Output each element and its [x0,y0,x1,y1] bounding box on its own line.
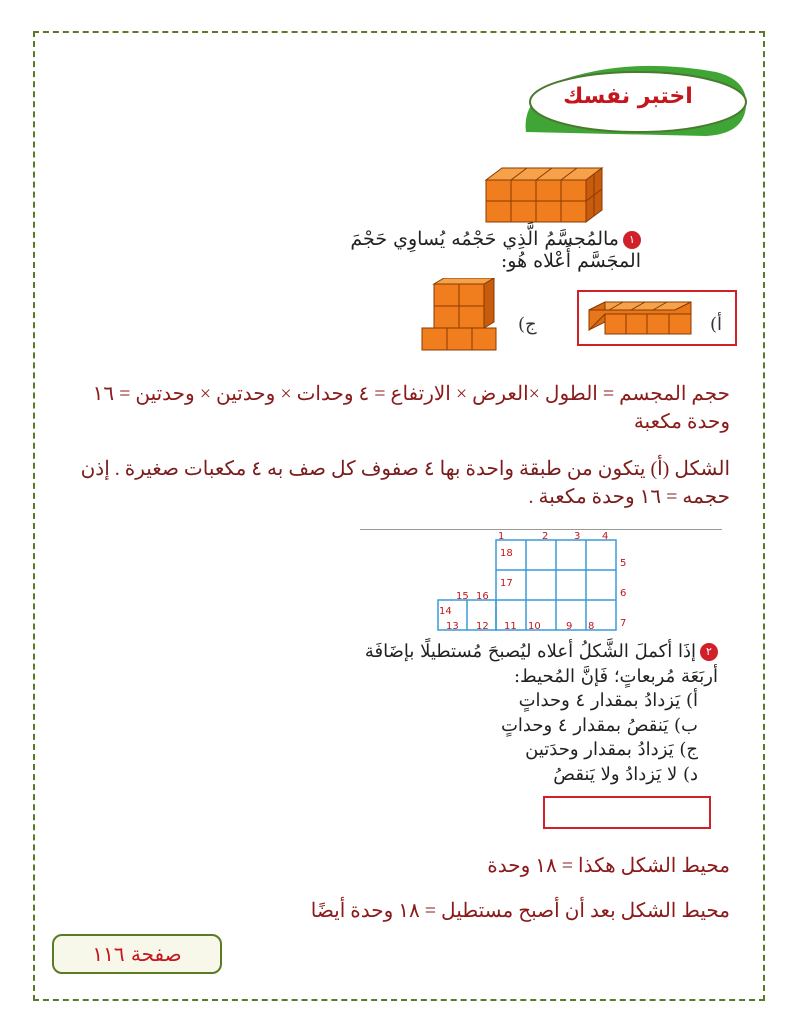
question2-option-b: ب) يَنقصُ بمقدار ٤ وحداتٍ [500,714,698,736]
grid-label-1: 1 [498,531,505,542]
grid-label-3: 3 [574,531,581,542]
question2-option-c: ج) يَزدادُ بمقدار وحدَتين [525,739,698,760]
question1-number: ١ [623,231,641,249]
grid-label-8: 8 [588,621,595,632]
answer2-explanation: الشكل (أ) يتكون من طبقة واحدة بها ٤ صفوف كل صف به ٤ مكعبات صغيرة . إذن حجمه = ١٦ وحدة مكعبة . [80,458,730,508]
option-c-solid [416,278,506,354]
grid-label-6: 6 [620,588,627,599]
grid-label-9: 9 [566,621,573,632]
question1-stem: مالمُجسَّمُ الَّذِي حَجْمُه يُساوِي حَجْمَ المجَسَّم أَعْلاه هُو: [350,228,641,272]
question1-text [281,228,641,272]
page-number-badge: صفحة ١١٦ [52,934,222,974]
grid-figure [436,530,656,642]
grid-label-12: 12 [476,621,489,632]
answer3-perimeter: محيط الشكل هكذا = ١٨ وحدة [487,855,730,877]
grid-label-5: 5 [620,558,627,569]
answer1-volume: حجم المجسم = الطول ×العرض × الارتفاع = ٤ وحدات × وحدتين × وحدتين = ١٦ وحدة مكعبة [92,383,730,433]
option-a-label: أ) [710,314,723,335]
test-yourself-badge [516,62,750,146]
grid-label-14: 14 [439,606,452,617]
question2-option-a: أ) يَزدادُ بمقدار ٤ وحداتٍ [518,690,698,711]
answer4-perimeter-after: محيط الشكل بعد أن أصبح مستطيل = ١٨ وحدة أيضًا [310,900,730,922]
grid-label-4: 4 [602,531,609,542]
question2-number: ٢ [700,643,718,661]
grid-label-17: 17 [500,578,513,589]
grid-label-13: 13 [446,621,459,632]
grid-label-11: 11 [504,621,517,632]
option-c-label: ج) [518,314,537,335]
badge-title: اختبر نفسك [563,84,693,109]
grid-label-10: 10 [528,621,541,632]
question2-option-d: د) لا يَزدادُ ولا يَنقصُ [553,763,698,785]
grid-label-15: 15 [456,591,469,602]
option-d-box [543,796,711,829]
grid-label-2: 2 [542,531,549,542]
option-a-solid [585,300,695,338]
question2-stem: إذَا أكملَ الشَّكلُ أعلاه ليُصبحَ مُستطيلًا بإضَافَة أربَعَة مُربعاتٍ؛ فَإنَّ المُحيط: [364,641,718,687]
question2-stem-line [358,640,718,689]
grid-label-16: 16 [476,591,489,602]
reference-solid [480,166,610,226]
grid-label-18: 18 [500,548,513,559]
grid-label-7: 7 [620,618,627,629]
question2-text [358,640,718,787]
